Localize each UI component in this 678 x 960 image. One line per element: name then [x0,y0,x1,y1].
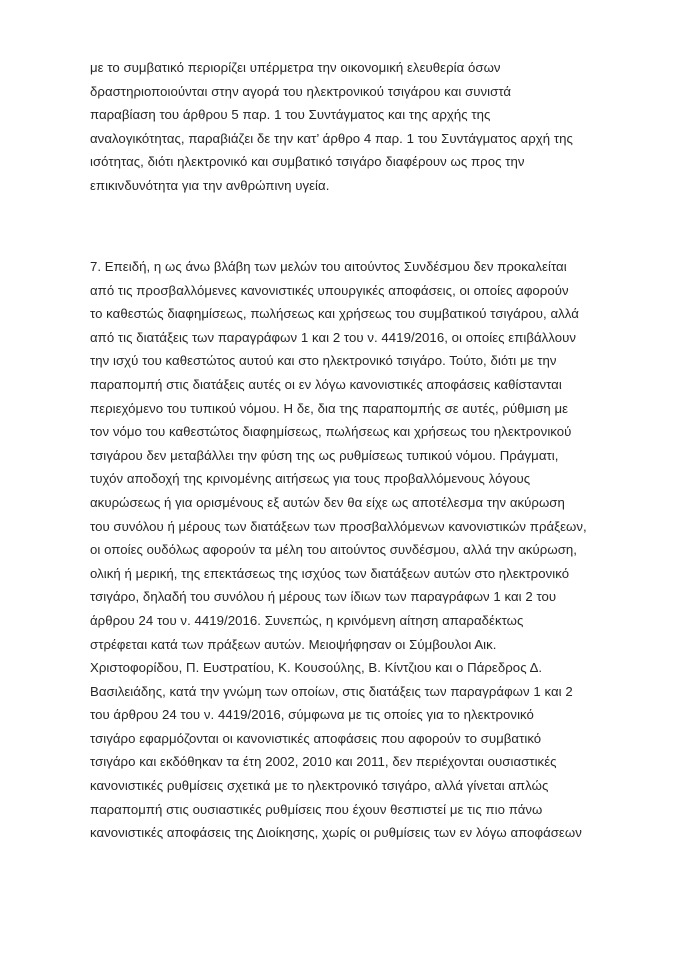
paragraph-continuation [90,56,610,198]
text-line: 7. Επειδή, η ως άνω βλάβη των μελών του αιτούντος Συνδέσμου δεν προκαλείται [90,259,567,274]
text-line: στρέφεται κατά των πράξεων αυτών. Μειοψήφησαν οι Σύμβουλοι Αικ. [90,636,497,652]
text-line: παραπομπή στις ουσιαστικές ρυθμίσεις που έχουν θεσπιστεί με τις πιο πάνω [90,801,543,817]
text-line: τσιγάρο εφαρμόζονται οι κανονιστικές αποφάσεις που αφορούν το συμβατικό [90,730,542,746]
text-line: από τις προσβαλλόμενες κανονιστικές υπουργικές αποφάσεις, οι οποίες αφορούν [90,282,569,298]
text-line: ολική ή μερική, της επεκτάσεως της ισχύος των διατάξεων αυτών στο ηλεκτρονικό [90,565,570,581]
text-line: κανονιστικές ρυθμίσεις σχετικά με το ηλεκτρονικό τσιγάρο, αλλά γίνεται απλώς [90,778,549,794]
text-line: ακυρώσεως ή για ορισμένους εξ αυτών δεν θα είχε ως αποτέλεσμα την ακύρωση [90,494,565,510]
paragraph-7 [90,255,610,845]
text-line: το καθεστώς διαφημίσεως, πωλήσεως και χρήσεως του συμβατικού τσιγάρου, αλλά [90,306,579,322]
text-line: επικινδυνότητα για την ανθρώπινη υγεία. [90,177,330,193]
text-line: του άρθρου 24 του ν. 4419/2016, σύμφωνα με τις οποίες για το ηλεκτρονικό [90,707,534,723]
text-line: από τις διατάξεις των παραγράφων 1 και 2 του ν. 4419/2016, οι οποίες επιβάλλουν [90,329,577,345]
text-line: Χριστοφορίδου, Π. Ευστρατίου, Κ. Κουσούλης, Β. Κίντζιου και ο Πάρεδρος Δ. [90,660,543,676]
text-line: οι οποίες ουδόλως αφορούν τα μέλη του αιτούντος συνδέσμου, αλλά την ακύρωση, [90,542,577,558]
text-line: Βασιλειάδης, κατά την γνώμη των οποίων, στις διατάξεις των παραγράφων 1 και 2 [90,683,573,699]
text-line: τσιγάρο και εκδόθηκαν τα έτη 2002, 2010 και 2011, δεν περιέχονται ουσιαστικές [90,754,557,770]
text-line: παραπομπή στις διατάξεις αυτές οι εν λόγω κανονιστικές αποφάσεις καθίστανται [90,376,562,392]
text-line: κανονιστικές αποφάσεις της Διοίκησης, χωρίς οι ρυθμίσεις των εν λόγω αποφάσεων [90,825,582,841]
text-line: παραβίαση του άρθρου 5 παρ. 1 του Συντάγματος και της αρχής της [90,107,491,123]
text-line: δραστηριοποιούνται στην αγορά του ηλεκτρονικού τσιγάρου και συνιστά [90,83,512,99]
text-line: ισότητας, διότι ηλεκτρονικό και συμβατικό τσιγάρο διαφέρουν ως προς την [90,154,525,170]
text-line: αναλογικότητας, παραβιάζει δε την κατ’ άρθρο 4 παρ. 1 του Συντάγματος αρχή της [90,130,573,146]
text-line: του συνόλου ή μέρους των διατάξεων των προσβαλλόμενων κανονιστικών πράξεων, [90,518,587,534]
text-line: άρθρου 24 του ν. 4419/2016. Συνεπώς, η κρινόμενη αίτηση απαραδέκτως [90,612,524,628]
text-line: τσιγάρου δεν μεταβάλλει την φύση της ως ρυθμίσεως τυπικού νόμου. Πράγματι, [90,447,559,463]
text-line: την ισχύ του καθεστώτος αυτού και στο ηλεκτρονικό τσιγάρο. Τούτο, διότι με την [90,353,557,369]
text-line: τυχόν αποδοχή της κρινομένης αιτήσεως για τους προβαλλόμενους λόγους [90,471,531,487]
text-line: τσιγάρο, δηλαδή του συνόλου ή μέρους των ίδιων των παραγράφων 1 και 2 του [90,589,557,605]
text-line: με το συμβατικό περιορίζει υπέρμετρα την οικονομική ελευθερία όσων [90,60,501,75]
text-line: περιεχόμενο του τυπικού νόμου. Η δε, δια της παραπομπής σε αυτές, ρύθμιση με [90,400,569,416]
text-line: τον νόμο του καθεστώτος διαφημίσεως, πωλήσεως και χρήσεως του ηλεκτρονικού [90,424,572,440]
